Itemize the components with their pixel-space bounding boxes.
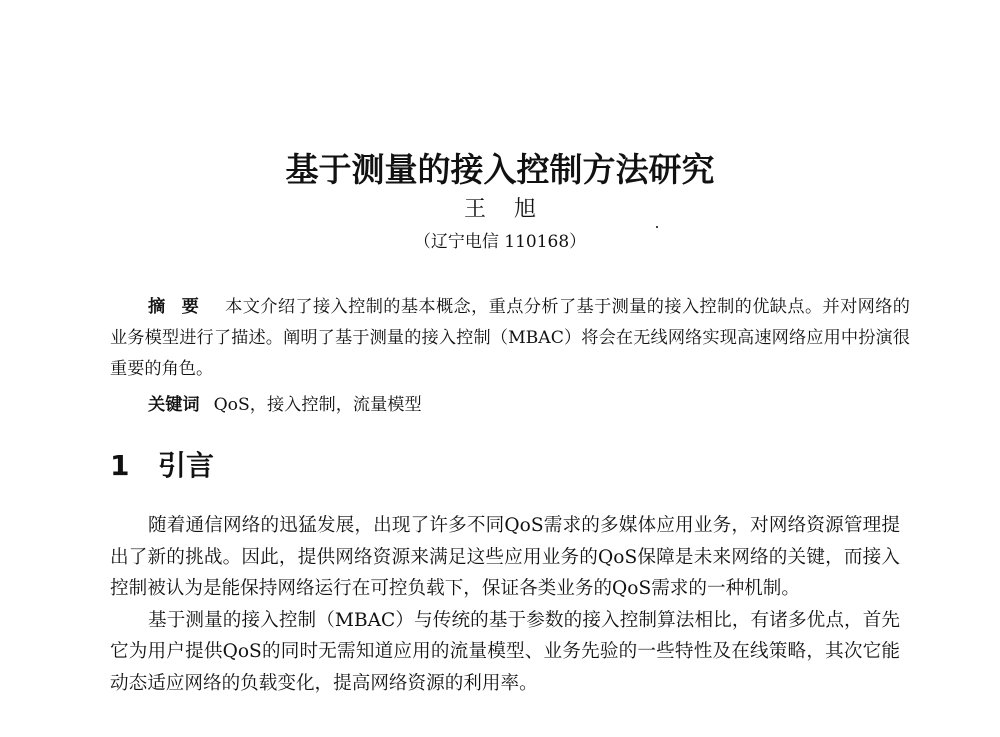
body-paragraph: 随着通信网络的迅猛发展，出现了许多不同QoS需求的多媒体应用业务，对网络资源管理提出了新的挑战。因此，提供网络资源来满足这些应用业务的QoS保障是未来网络的关键，而接入控制被认为是能保持网络运行在可控负载下，保证各类业务的QoS需求的一种机制。: [110, 515, 900, 599]
author-name-part: 旭: [514, 197, 537, 222]
keywords-label: 关键词: [148, 395, 200, 415]
body-paragraph: 基于测量的接入控制（MBAC）与传统的基于参数的接入控制算法相比，有诸多优点，首先它为用户提供QoS的同时无需知道应用的流量模型、业务先验的一些特性及在线策略，其次它能动态适应网络的负载变化，提高网络资源的利用率。: [110, 609, 900, 694]
author-name: [0, 196, 1000, 224]
section-heading: [110, 448, 214, 484]
keywords-text: QoS，接入控制，流量模型: [213, 395, 422, 415]
abstract-block: [110, 292, 910, 385]
author-name-part: 王: [463, 197, 486, 222]
body-text: [110, 510, 900, 699]
abstract-label: 摘要: [148, 297, 216, 317]
keywords-line: [148, 390, 422, 421]
scan-speck: [656, 226, 658, 228]
paper-title: 基于测量的接入控制方法研究: [285, 150, 715, 189]
section-title: 引言: [158, 449, 215, 482]
author-affiliation: （辽宁电信 110168）: [413, 232, 587, 252]
abstract-text: 本文介绍了接入控制的基本概念，重点分析了基于测量的接入控制的优缺点。并对网络的业务模型进行了描述。阐明了基于测量的接入控制（MBAC）将会在无线网络实现高速网络应用中扮演很重要的角色。: [110, 297, 910, 379]
section-number: 1: [110, 449, 130, 482]
